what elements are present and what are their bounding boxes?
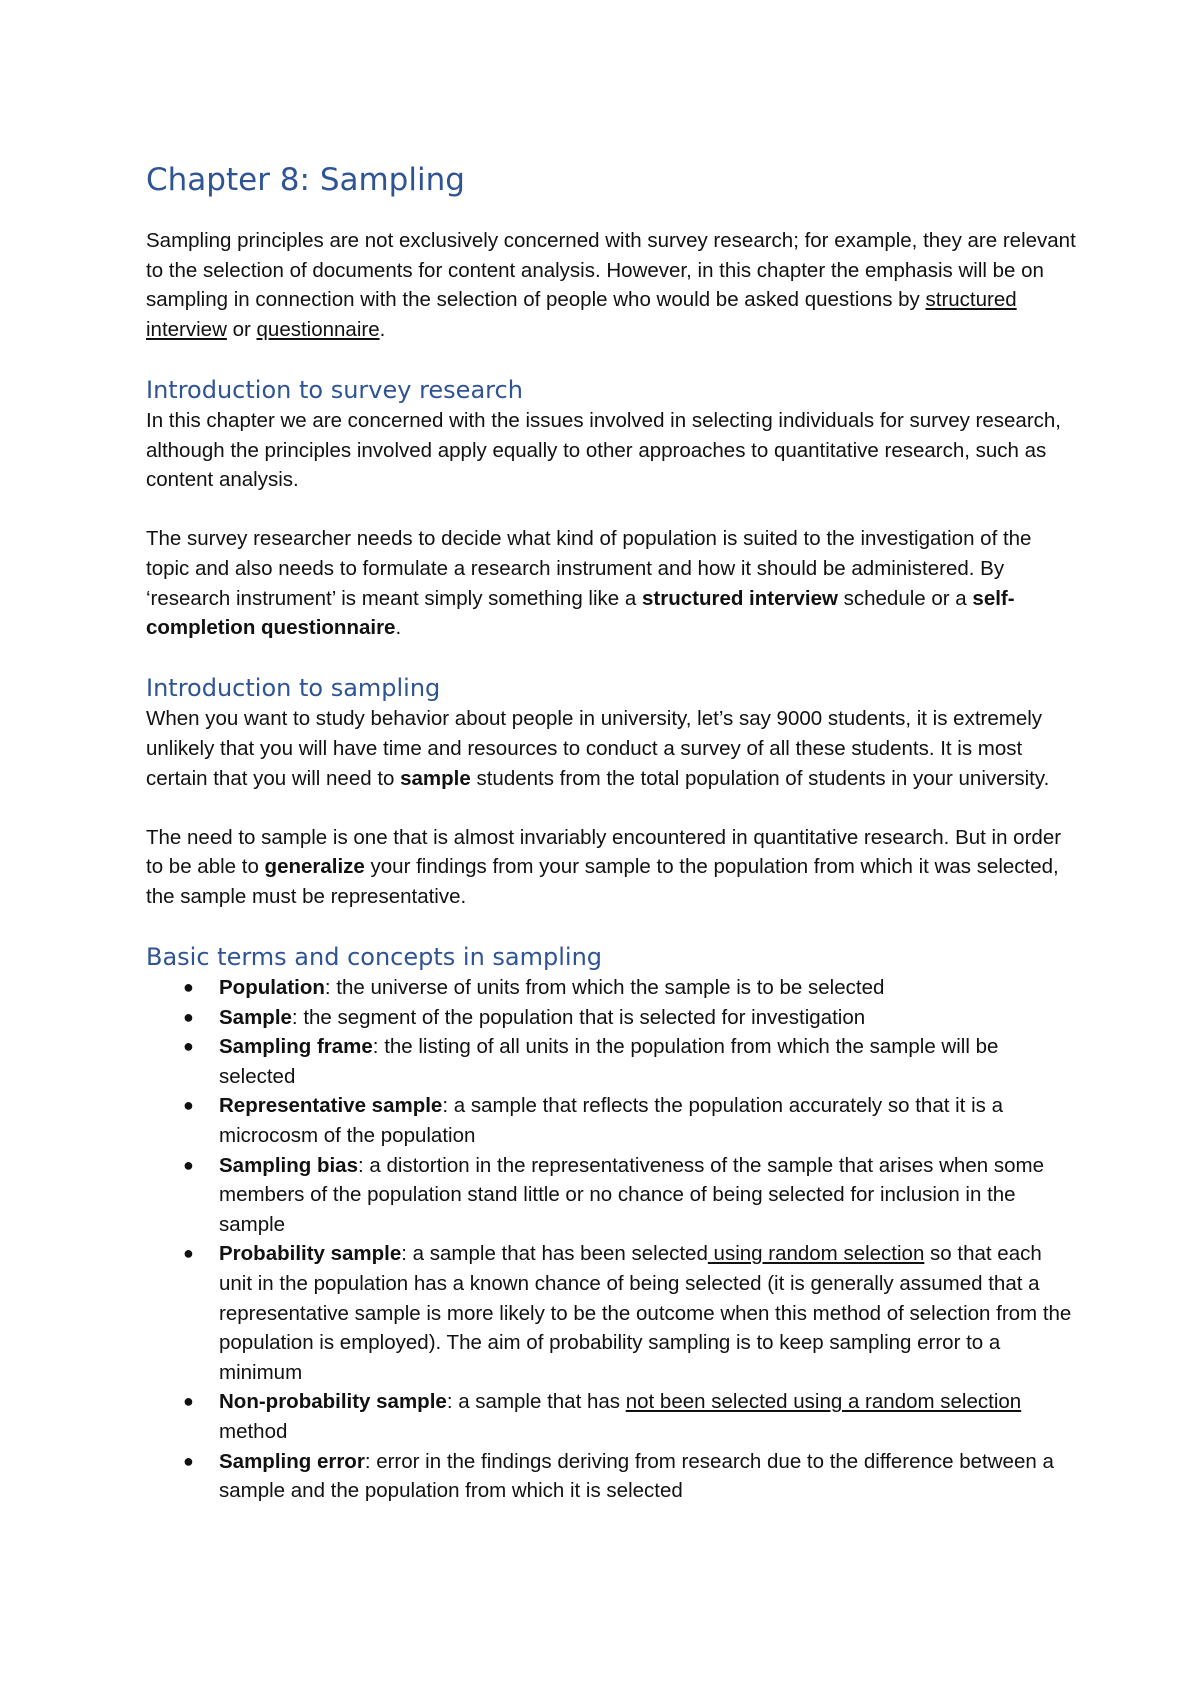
random-selection-link[interactable]: using random selection [707,1242,925,1266]
non-random-selection-link[interactable]: not been selected using a random selection [625,1390,1022,1414]
list-item: ● Sampling frame: the listing of all units in the population from which the sample will be selected [145,1032,1076,1091]
bullet-icon: ● [183,1154,194,1175]
bullet-icon: ● [183,1095,194,1116]
survey-heading: Introduction to survey research [146,375,523,404]
intro-paragraph: Sampling principles are not exclusively concerned with survey research; for example, they are relevant to the selection of documents for content analysis. However, in this chapter the emphasis will be on sampling in connection with the selection of people who would be asked questions by structured interview or questionnaire. [146,229,1076,341]
bullet-icon: ● [183,1450,194,1471]
list-item: ● Sample: the segment of the population that is selected for investigation [145,1003,1076,1033]
bullet-icon: ● [183,977,194,998]
bullet-icon: ● [183,1006,194,1027]
sampling-paragraph-1: When you want to study behavior about people in university, let’s say 9000 students, it is extremely unlikely that you will have time and resources to conduct a survey of all these students. It is most certain that you will need to sample students from the total population of students in your university. [146,707,1050,790]
bullet-icon: ● [183,1243,194,1264]
document-page [146,160,1076,1506]
list-item: ● Representative sample: a sample that reflects the population accurately so that it is a microcosm of the population [145,1091,1076,1150]
page-title: Chapter 8: Sampling [146,162,465,198]
bullet-icon: ● [183,1036,194,1057]
questionnaire-link[interactable]: questionnaire [256,317,380,341]
list-item: ● Sampling bias: a distortion in the representativeness of the sample that arises when some members of the population stand little or no chance of being selected for inclusion in the sample [145,1151,1076,1240]
list-item: ● Sampling error: error in the findings deriving from research due to the difference between a sample and the population from which it is selected [145,1447,1076,1506]
list-item: ● Population: the universe of units from which the sample is to be selected [145,973,1076,1003]
survey-paragraph-2: The survey researcher needs to decide what kind of population is suited to the investigation of the topic and also needs to formulate a research instrument and how it should be administered. By ‘research instrument’ is meant simply something like a structured interview schedule or a self-completion questionnaire. [146,527,1032,640]
list-item: ● Non-probability sample: a sample that has not been selected using a random selection method [145,1387,1076,1446]
terms-heading: Basic terms and concepts in sampling [146,943,603,972]
sampling-paragraph-2: The need to sample is one that is almost invariably encountered in quantitative research. But in order to be able to generalize your findings from your sample to the population from which it was selected, the sample must be representative. [146,825,1062,908]
sampling-heading: Introduction to sampling [146,674,441,703]
list-item: ● Probability sample: a sample that has been selected using random selection so that each unit in the population has a known chance of being selected (it is generally assumed that a representative sample is more likely to be the outcome when this method of selection from the population is employed). The aim of probability sampling is to keep sampling error to a minimum [145,1239,1076,1387]
terms-list [146,973,1076,1506]
survey-paragraph-1: In this chapter we are concerned with the issues involved in selecting individuals for survey research, although the principles involved apply equally to other approaches to quantitative research, such as content analysis. [146,408,1061,492]
structured-interview-link[interactable]: structured interview [146,288,1017,341]
bullet-icon: ● [183,1391,194,1412]
